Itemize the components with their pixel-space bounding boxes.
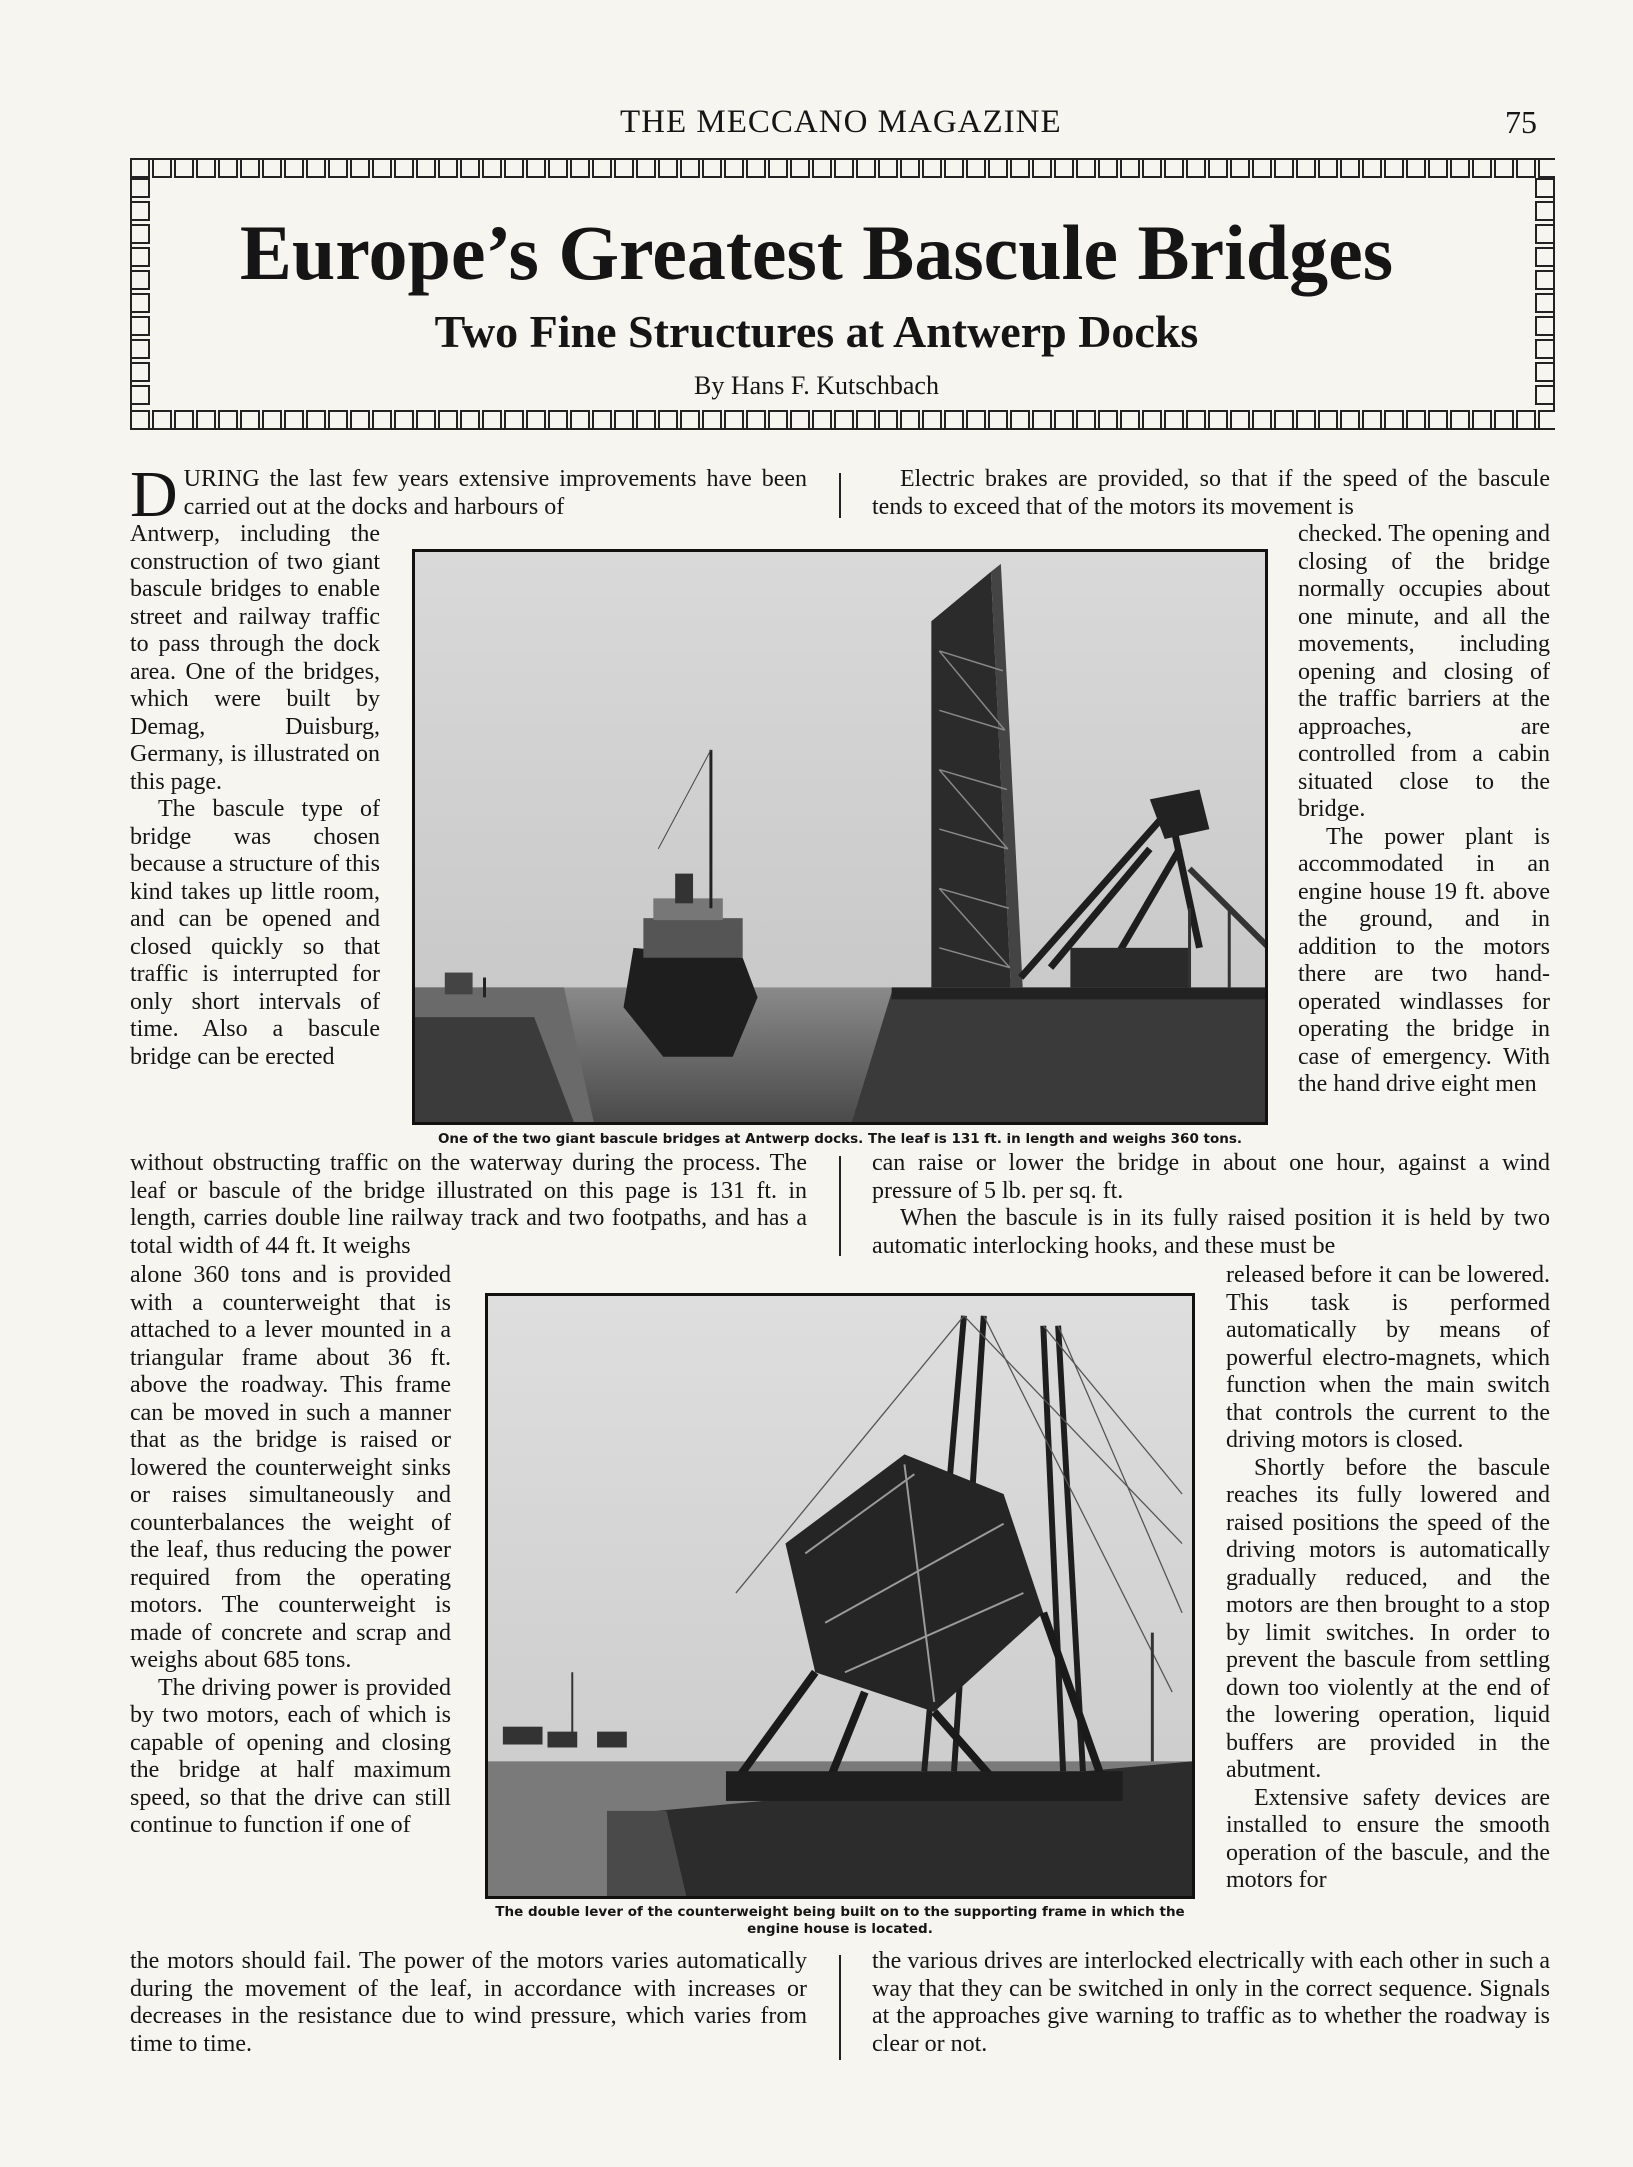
border-square: [1340, 158, 1360, 178]
paragraph-r5: Extensive safety devices are installed to ensure the smooth operation of the bascule, and the motors for: [1226, 1784, 1550, 1893]
border-square: [1406, 158, 1426, 178]
border-square: [416, 158, 436, 178]
border-square: [1274, 410, 1294, 430]
border-square: [900, 410, 920, 430]
border-square: [922, 158, 942, 178]
magazine-name: THE MECCANO MAGAZINE: [620, 104, 1062, 140]
paragraph-r4: Shortly before the bascule reaches its fully lowered and raised positions the speed of the driving motors is automatically gradually reduced, and the motors are then brought to a stop by limit switches. In order to prevent the bascule from settling down too violently at the end of the lowering operation, liquid buffers are provided in the abutment.: [1226, 1454, 1550, 1783]
border-squares-bottom: [130, 410, 1555, 430]
border-square: [1494, 158, 1514, 178]
border-square: [152, 158, 172, 178]
border-square: [306, 158, 326, 178]
border-square: [1362, 410, 1382, 430]
border-square: [1450, 410, 1470, 430]
border-square: [592, 410, 612, 430]
paragraph-2: The bascule type of bridge was chosen because a structure of this kind takes up little room, and can be opened and closed quickly so that traffic is interrupted for only short intervals of time. Also a bascule bridge can be erected: [130, 796, 380, 1070]
column-rule-1: [839, 473, 841, 518]
border-square: [1032, 410, 1052, 430]
border-square: [1010, 410, 1030, 430]
border-square: [1516, 158, 1536, 178]
article-byline: By Hans F. Kutschbach: [694, 371, 939, 400]
border-square: [1318, 158, 1338, 178]
border-square: [1098, 158, 1118, 178]
border-square: [724, 158, 744, 178]
border-square: [1535, 178, 1555, 198]
border-square: [1098, 410, 1118, 430]
border-square: [1120, 158, 1140, 178]
border-square: [504, 158, 524, 178]
drop-cap: D: [130, 458, 178, 531]
paragraph-r5-continued: the various drives are interlocked electrically with each other in such a way that they can be switched in only in the correct sequence. Signals at the approaches give warning to traffic as to whether the roadway is clear or not.: [872, 1948, 1550, 2057]
border-square: [1384, 410, 1404, 430]
border-square: [1230, 158, 1250, 178]
border-square: [614, 410, 634, 430]
border-square: [372, 410, 392, 430]
border-square: [1318, 410, 1338, 430]
border-square: [768, 158, 788, 178]
border-square: [1428, 410, 1448, 430]
border-square: [636, 410, 656, 430]
photo-bascule-bridge: [412, 549, 1268, 1125]
border-square: [592, 158, 612, 178]
border-square: [658, 158, 678, 178]
border-square: [1538, 410, 1555, 430]
border-square: [1406, 410, 1426, 430]
border-square: [812, 158, 832, 178]
paragraph-3: The driving power is provided by two motors, each of which is capable of opening and closing the bridge at half maximum speed, so that the drive can still continue to function if one of: [130, 1674, 451, 1838]
page-number: 75: [1505, 104, 1537, 140]
border-square: [196, 410, 216, 430]
paragraph-r3-start: When the bascule is in its fully raised position it is held by two automatic interlocking hooks, and these must be: [872, 1205, 1550, 1259]
border-square: [306, 410, 326, 430]
border-square: [130, 158, 150, 178]
caption-photo-2: The double lever of the counterweight being built on to the supporting frame in which the engine house is located.: [495, 1904, 1185, 1937]
border-square: [240, 410, 260, 430]
border-square: [746, 158, 766, 178]
border-square: [1362, 158, 1382, 178]
border-square: [746, 410, 766, 430]
border-square: [702, 158, 722, 178]
paragraph-1: Antwerp, including the construction of two giant bascule bridges to enable street and railway traffic to pass through the dock area. One of the bridges, which were built by Demag, Duisburg, Germany, is illustrated on this page.: [130, 521, 380, 795]
paragraph-r1: checked. The opening and closing of the bridge normally occupies about one minute, and all the movements, including opening and closing of the traffic barriers at the approaches, are controlled from a cabin situated close to the bridge.: [1298, 521, 1550, 822]
border-square: [1076, 410, 1096, 430]
border-square: [1186, 410, 1206, 430]
border-square: [1450, 158, 1470, 178]
border-square: [416, 410, 436, 430]
border-square: [460, 158, 480, 178]
border-square: [1296, 158, 1316, 178]
border-square: [1076, 158, 1096, 178]
border-square: [1142, 158, 1162, 178]
column-rule-2: [839, 1156, 841, 1256]
border-square: [1252, 158, 1272, 178]
paragraph-r2-continued: can raise or lower the bridge in about one hour, against a wind pressure of 5 lb. per sq. ft.: [872, 1150, 1550, 1204]
bridge-illustration: [415, 552, 1265, 1122]
border-square: [724, 410, 744, 430]
border-square: [240, 158, 260, 178]
border-square: [570, 158, 590, 178]
caption-photo-1: One of the two giant bascule bridges at Antwerp docks. The leaf is 131 ft. in length and weighs 360 tons.: [437, 1131, 1243, 1147]
border-square: [614, 158, 634, 178]
border-square: [1164, 158, 1184, 178]
left-column-middle: [130, 1150, 807, 1260]
right-column-bottom: [872, 1948, 1550, 2058]
border-square: [1472, 158, 1492, 178]
border-square: [438, 158, 458, 178]
left-column-bottom: [130, 1948, 807, 2058]
border-square: [680, 410, 700, 430]
border-square: [262, 158, 282, 178]
border-square: [262, 410, 282, 430]
border-square: [350, 410, 370, 430]
border-square: [1340, 410, 1360, 430]
border-square: [1208, 158, 1228, 178]
border-square: [768, 410, 788, 430]
border-square: [1054, 410, 1074, 430]
border-square: [658, 410, 678, 430]
border-square: [1164, 410, 1184, 430]
border-square: [1142, 410, 1162, 430]
border-square: [1538, 158, 1555, 178]
border-square: [504, 410, 524, 430]
border-square: [482, 410, 502, 430]
border-square: [328, 158, 348, 178]
border-square: [460, 410, 480, 430]
border-square: [900, 158, 920, 178]
article-title: Europe’s Greatest Bascule Bridges: [239, 209, 1394, 296]
border-square: [878, 410, 898, 430]
border-square: [944, 410, 964, 430]
border-square: [1120, 410, 1140, 430]
border-square: [922, 410, 942, 430]
border-square: [1252, 410, 1272, 430]
border-square: [1274, 158, 1294, 178]
border-square: [1384, 158, 1404, 178]
column-rule-3: [839, 1955, 841, 2060]
border-square: [1054, 158, 1074, 178]
border-square: [1494, 410, 1514, 430]
paragraph-3-continued: the motors should fail. The power of the motors varies automatically during the movement of the leaf, in accordance with increases or decreases in the resistance due to wind pressure, which varies from time to time.: [130, 1948, 807, 2057]
paragraph-1-opening: DURING the last few years extensive improvements have been carried out at the docks and harbours of: [130, 458, 808, 531]
border-square: [482, 158, 502, 178]
border-square: [284, 410, 304, 430]
border-square: [394, 410, 414, 430]
left-wrap-column-2: [130, 1262, 451, 1840]
border-square: [526, 410, 546, 430]
paragraph-r3: released before it can be lowered. This task is performed automatically by means of powerful electro-magnets, which function when the main switch that controls the current to the driving motors is closed.: [1226, 1262, 1550, 1453]
border-square: [702, 410, 722, 430]
border-square: [570, 410, 590, 430]
border-square: [944, 158, 964, 178]
border-square: [1032, 158, 1052, 178]
border-square: [526, 158, 546, 178]
border-square: [218, 158, 238, 178]
paragraph-r2: The power plant is accommodated in an engine house 19 ft. above the ground, and in addition to the motors there are two hand-operated windlasses for operating the bridge in case of emergency. With the hand drive eight men: [1298, 823, 1550, 1097]
border-square: [218, 410, 238, 430]
border-square: [328, 410, 348, 430]
left-column-top: [130, 458, 808, 531]
right-column-middle: [872, 1150, 1550, 1260]
border-square: [1186, 158, 1206, 178]
border-square: [680, 158, 700, 178]
counterweight-illustration: [488, 1296, 1192, 1896]
border-square: [636, 158, 656, 178]
article-subtitle: Two Fine Structures at Antwerp Docks: [434, 306, 1199, 357]
paragraph-2-continued: without obstructing traffic on the waterway during the process. The leaf or bascule of the bridge illustrated on this page is 131 ft. in length, carries double line railway track and two footpaths, and has a total width of 44 ft. It weighs: [130, 1150, 807, 1259]
border-square: [790, 158, 810, 178]
border-square: [152, 410, 172, 430]
border-square: [812, 410, 832, 430]
border-square: [548, 158, 568, 178]
border-square: [856, 158, 876, 178]
border-square: [174, 158, 194, 178]
paragraph-r1-start: Electric brakes are provided, so that if the speed of the bascule tends to exceed that of the motors its movement is: [872, 466, 1550, 520]
border-square: [284, 158, 304, 178]
paragraph-2-end: alone 360 tons and is provided with a counterweight that is attached to a lever mounted in a triangular frame about 36 ft. above the roadway. This frame can be moved in such a manner that as the bridge is raised or lowered the counterweight sinks or raises simultaneously and counterbalances the weight of the leaf, thus reducing the power required from the operating motors. The counterweight is made of concrete and scrap and weighs about 685 tons.: [130, 1262, 451, 1673]
border-square: [966, 410, 986, 430]
border-square: [196, 158, 216, 178]
border-squares-top: [130, 158, 1555, 178]
border-square: [856, 410, 876, 430]
border-square: [394, 158, 414, 178]
border-square: [878, 158, 898, 178]
border-square: [790, 410, 810, 430]
right-wrap-column-1: [1298, 521, 1550, 1099]
border-square: [130, 410, 150, 430]
border-square: [548, 410, 568, 430]
border-square: [1428, 158, 1448, 178]
border-square: [174, 410, 194, 430]
border-square: [350, 158, 370, 178]
border-square: [834, 410, 854, 430]
border-square: [1516, 410, 1536, 430]
border-square: [988, 158, 1008, 178]
border-square: [1010, 158, 1030, 178]
border-square: [438, 410, 458, 430]
border-square: [988, 410, 1008, 430]
border-square: [1296, 410, 1316, 430]
border-square: [372, 158, 392, 178]
right-wrap-column-2: [1226, 1262, 1550, 1895]
photo-counterweight-construction: [485, 1293, 1195, 1899]
border-square: [1230, 410, 1250, 430]
border-square: [1208, 410, 1228, 430]
border-square: [130, 178, 150, 198]
right-column-top: [872, 466, 1550, 521]
left-wrap-column-1: [130, 521, 380, 1071]
border-square: [966, 158, 986, 178]
border-square: [834, 158, 854, 178]
border-square: [1472, 410, 1492, 430]
